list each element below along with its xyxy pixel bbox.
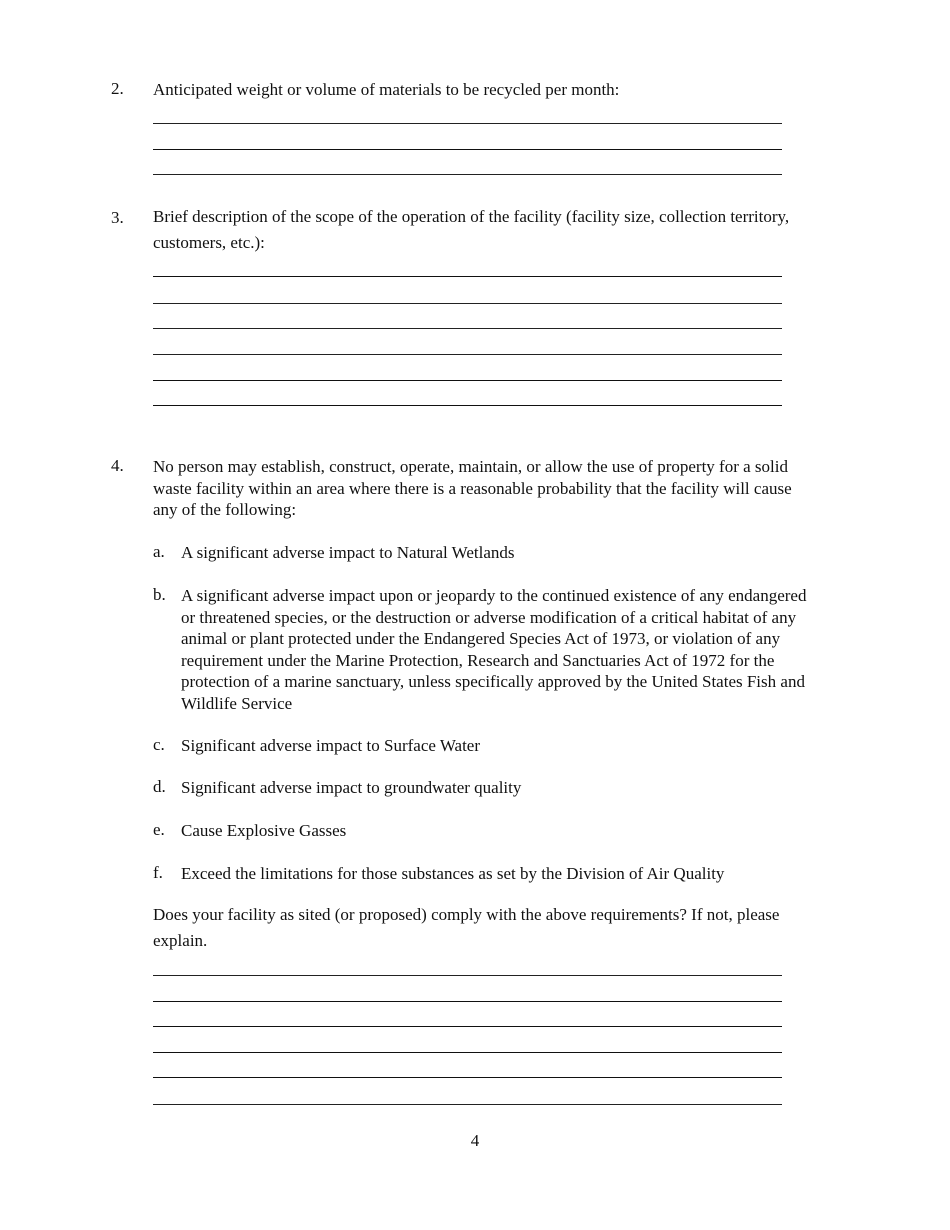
subitem-letter: a.	[153, 542, 165, 561]
subitem-letter: d.	[153, 777, 166, 796]
compliance-question: Does your facility as sited (or proposed) comply with the above requirements? If not, please explain.	[153, 905, 780, 950]
subitem-letter: b.	[153, 585, 166, 604]
answer-line[interactable]	[153, 1104, 782, 1105]
answer-line[interactable]	[153, 1077, 782, 1078]
answer-line[interactable]	[153, 149, 782, 150]
page-number: 4	[470, 1131, 480, 1150]
subitem-text: Significant adverse impact to Surface Water	[181, 736, 481, 755]
answer-line[interactable]	[153, 1026, 782, 1027]
question-text: No person may establish, construct, operate, maintain, or allow the use of property for a solid waste facility within an area where there is a reasonable probability that the facility will cause any of the following:	[153, 457, 792, 519]
answer-line[interactable]	[153, 123, 782, 124]
subitem-text: A significant adverse impact to Natural Wetlands	[181, 543, 515, 562]
item-number: 4.	[111, 456, 124, 475]
subitem-letter: e.	[153, 820, 165, 839]
question-text: Anticipated weight or volume of materials to be recycled per month:	[153, 80, 620, 99]
answer-line[interactable]	[153, 303, 782, 304]
answer-line[interactable]	[153, 276, 782, 277]
subitem-text: A significant adverse impact upon or jeopardy to the continued existence of any endangered or threatened species, or the destruction or adverse modification of a critical habitat of any animal or plant protected under the Endangered Species Act of 1973, or violation of any requirement under the Marine Protection, Research and Sanctuaries Act of 1972 for the protection of a marine sanctuary, unless specifically approved by the United States Fish and Wildlife Service	[181, 586, 807, 713]
answer-line[interactable]	[153, 405, 782, 406]
subitem-letter: f.	[153, 863, 163, 882]
subitem-text: Exceed the limitations for those substances as set by the Division of Air Quality	[181, 864, 725, 883]
item-number: 2.	[111, 79, 124, 98]
item-number: 3.	[111, 208, 124, 227]
answer-line[interactable]	[153, 1052, 782, 1053]
subitem-text: Cause Explosive Gasses	[181, 821, 347, 840]
answer-line[interactable]	[153, 975, 782, 976]
question-text: Brief description of the scope of the operation of the facility (facility size, collection territory, customers, etc.):	[153, 207, 790, 252]
answer-line[interactable]	[153, 174, 782, 175]
subitem-text: Significant adverse impact to groundwater quality	[181, 778, 522, 797]
answer-line[interactable]	[153, 380, 782, 381]
answer-line[interactable]	[153, 354, 782, 355]
subitem-letter: c.	[153, 735, 165, 754]
answer-line[interactable]	[153, 1001, 782, 1002]
answer-line[interactable]	[153, 328, 782, 329]
